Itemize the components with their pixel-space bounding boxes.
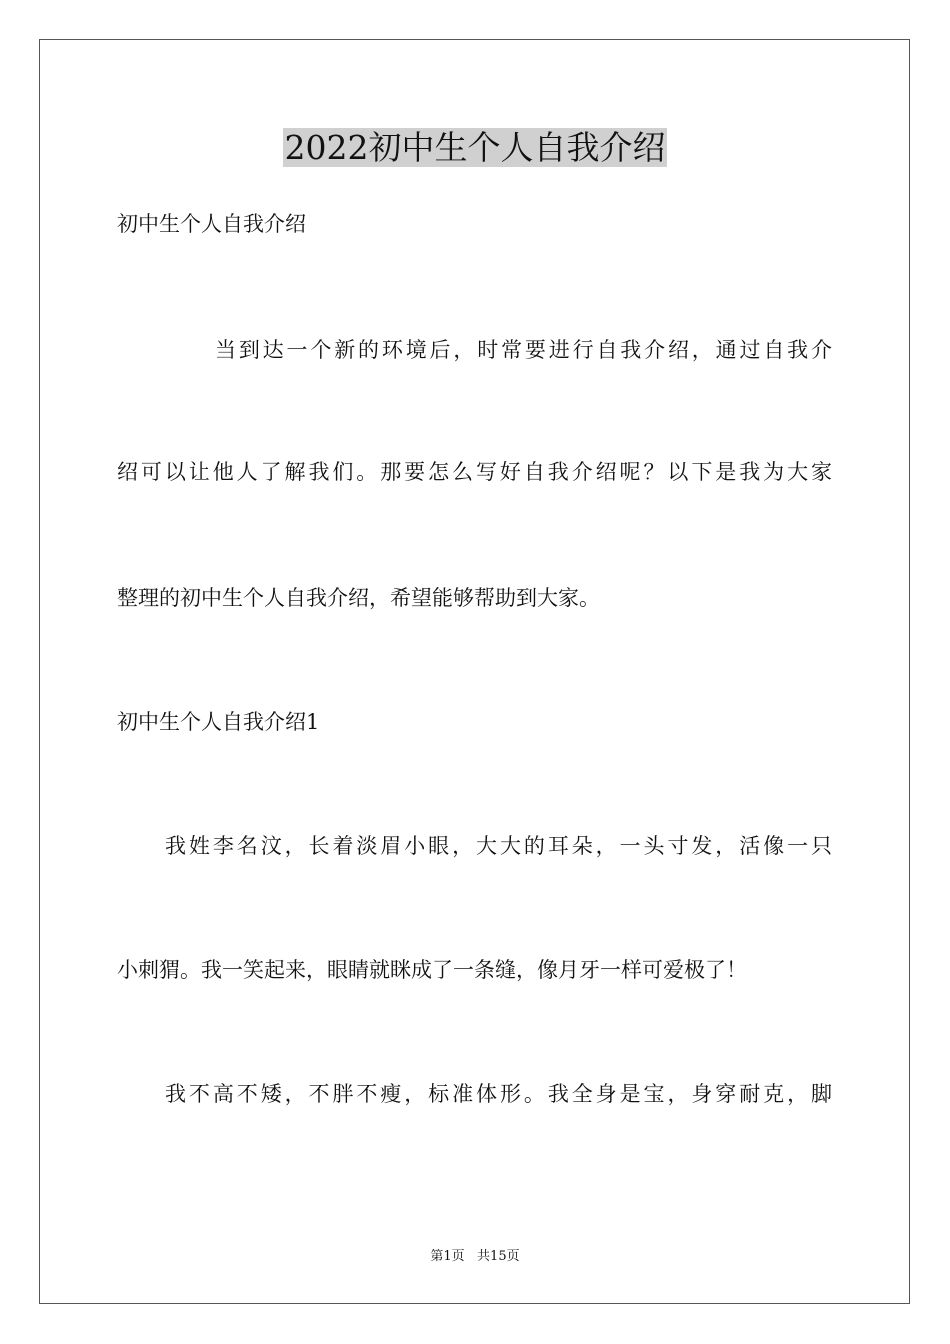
section-heading: 初中生个人自我介绍1 — [117, 710, 320, 734]
title-text: 2022初中生个人自我介绍 — [284, 128, 666, 167]
paragraph-line: 当到达一个新的环境后，时常要进行自我介绍，通过自我介 — [215, 338, 832, 362]
paragraph-line: 我姓李名汶，长着淡眉小眼，大大的耳朵，一头寸发，活像一只 — [165, 834, 832, 858]
paragraph-line: 我不高不矮，不胖不瘦，标准体形。我全身是宝，身穿耐克，脚 — [165, 1082, 832, 1106]
paragraph-line: 绍可以让他人了解我们。那要怎么写好自我介绍呢？以下是我为大家 — [117, 460, 832, 484]
page-footer: 第1页 共15页 — [430, 1249, 520, 1264]
subtitle: 初中生个人自我介绍 — [117, 212, 306, 236]
paragraph-line: 整理的初中生个人自我介绍，希望能够帮助到大家。 — [117, 586, 600, 610]
document-title — [0, 126, 950, 170]
paragraph-line: 小刺猬。我一笑起来，眼睛就眯成了一条缝，像月牙一样可爱极了！ — [117, 958, 747, 982]
